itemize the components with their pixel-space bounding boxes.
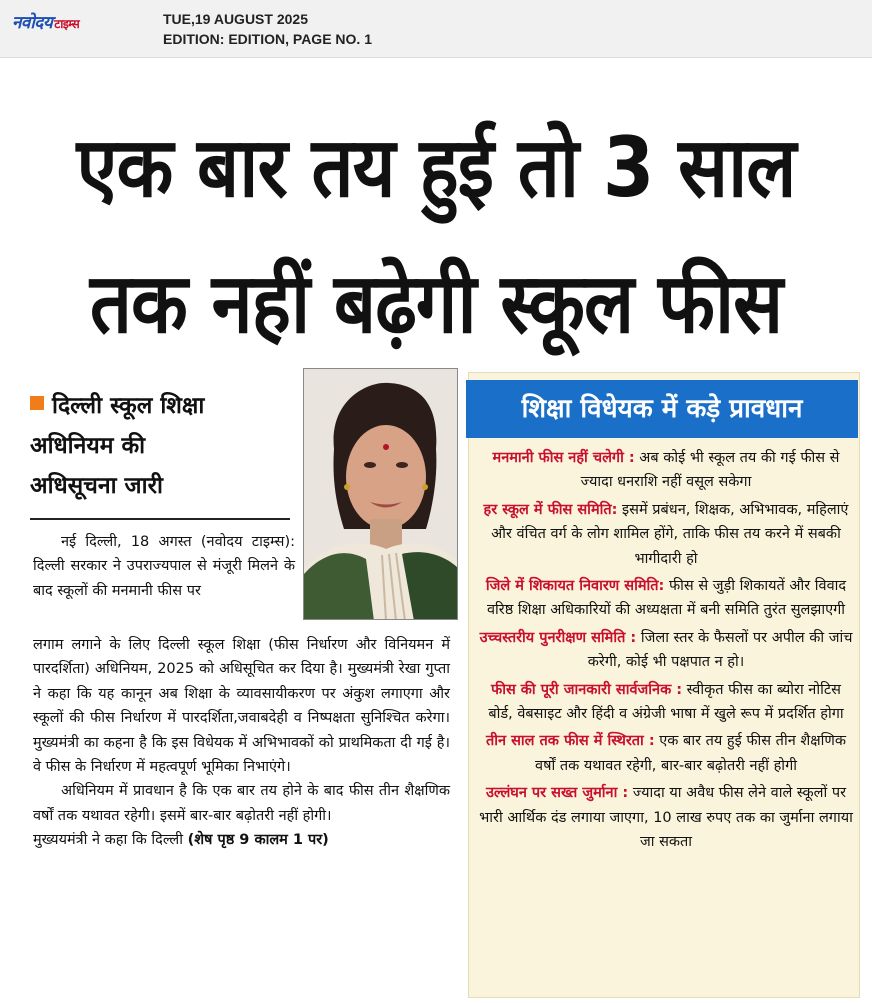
- subheadline-divider: [30, 518, 290, 520]
- article-para-1a: नई दिल्ली, 18 अगस्त (नवोदय टाइम्स): दिल्ली सरकार ने उपराज्यपाल से मंजूरी मिलने के बाद स्कूलों की मनमानी फीस पर: [33, 534, 295, 599]
- article-body: [33, 633, 450, 853]
- article-para-1b: लगाम लगाने के लिए दिल्ली स्कूल शिक्षा (फीस निर्धारण और विनियमन में पारदर्शिता) अधिनियम, 2025 को अधिसूचित कर दिया है। मुख्यमंत्री रेखा गुप्ता ने कहा कि यह कानून अब शिक्षा के व्यावसायीकरण पर अंकुश लगाएगा और स्कूलों की फीस निर्धारण में पारदर्शिता,जवाबदेही व निष्पक्षता सुनिश्चित करेगा। मुख्यमंत्री का कहना है कि इस विधेयक में अभिभावकों को प्राथमिकता दी गई है। वे फीस के निर्धारण में महत्वपूर्ण भूमिका निभाएंगे।: [33, 637, 450, 776]
- edition-page: EDITION: EDITION, PAGE NO. 1: [163, 31, 372, 47]
- subheadline-line-3: अधिसूचना जारी: [30, 473, 163, 499]
- provisions-box-title: शिक्षा विधेयक में कड़े प्रावधान: [466, 380, 858, 438]
- logo-sub: टाइम्स: [54, 17, 80, 31]
- provision-item: मनमानी फीस नहीं चलेगी : अब कोई भी स्कूल तय की गई फीस से ज्यादा धनराशि नहीं वसूल सकेगा: [492, 450, 840, 491]
- headline-line-2: तक नहीं बढ़ेगी स्कूल फीस: [89, 255, 783, 353]
- portrait-image: [304, 369, 458, 620]
- provision-item: उल्लंघन पर सख्त जुर्माना : ज्यादा या अवैध फीस लेने वाले स्कूलों पर भारी आर्थिक दंड लगाया जाएगा, 10 लाख रुपए तक का जुर्माना लगाया जा सकता: [479, 785, 853, 851]
- headline-line-1: एक बार तय हुई तो 3 साल: [76, 119, 796, 217]
- headline: [0, 100, 872, 372]
- masthead-bar: [0, 0, 872, 58]
- article-lead: [33, 530, 295, 603]
- article-para-3: मुख्ययमंत्री ने कहा कि दिल्ली (शेष पृष्ठ 9 कालम 1 पर): [33, 832, 329, 849]
- provision-item: उच्चस्तरीय पुनरीक्षण समिति : जिला स्तर के फैसलों पर अपील की जांच करेगी, कोई भी पक्षपात न हो।: [479, 629, 853, 671]
- person-photo: [303, 368, 458, 620]
- logo-main: नवोदय: [12, 13, 53, 33]
- subheadline-line-1: दिल्ली स्कूल शिक्षा: [30, 386, 290, 426]
- issue-date: TUE,19 AUGUST 2025: [163, 11, 308, 27]
- square-bullet-icon: [30, 396, 44, 410]
- provision-item: फीस की पूरी जानकारी सार्वजनिक : स्वीकृत फीस का ब्योरा नोटिस बोर्ड, वेबसाइट और हिंदी व अंग्रेजी भाषा में खुले रूप में प्रदर्शित होगा: [488, 681, 844, 723]
- provision-item: जिले में शिकायत निवारण समिति: फीस से जुड़ी शिकायतें और विवाद वरिष्ठ शिक्षा अधिकारियों की अध्यक्षता में बनी समिति तुरंत सुलझाएगी: [485, 578, 847, 619]
- newspaper-logo[interactable]: [12, 10, 79, 33]
- dateline: [163, 9, 372, 49]
- article-para-2: अधिनियम में प्रावधान है कि एक बार तय होने के बाद फीस तीन शैक्षणिक वर्षों तक यथावत रहेगी। इसमें बार-बार बढ़ोतरी नहीं होगी।: [33, 783, 450, 824]
- provision-item: हर स्कूल में फीस समिति: इसमें प्रबंधन, शिक्षक, अभिभावक, महिलाएं और वंचित वर्ग के लोग शामिल होंगे, ताकि फीस तय करने में सबकी भागीदारी हो: [483, 501, 849, 567]
- continued-on-page[interactable]: (शेष पृष्ठ 9 कालम 1 पर): [187, 832, 329, 849]
- subheadline: [30, 386, 290, 506]
- provision-item: तीन साल तक फीस में स्थिरता : एक बार तय हुई फीस तीन शैक्षणिक वर्षों तक यथावत रहेगी, बार-बार बढ़ोतरी नहीं होगी: [485, 733, 846, 774]
- provisions-list: [478, 446, 854, 858]
- subheadline-line-2: अधिनियम की: [30, 433, 146, 459]
